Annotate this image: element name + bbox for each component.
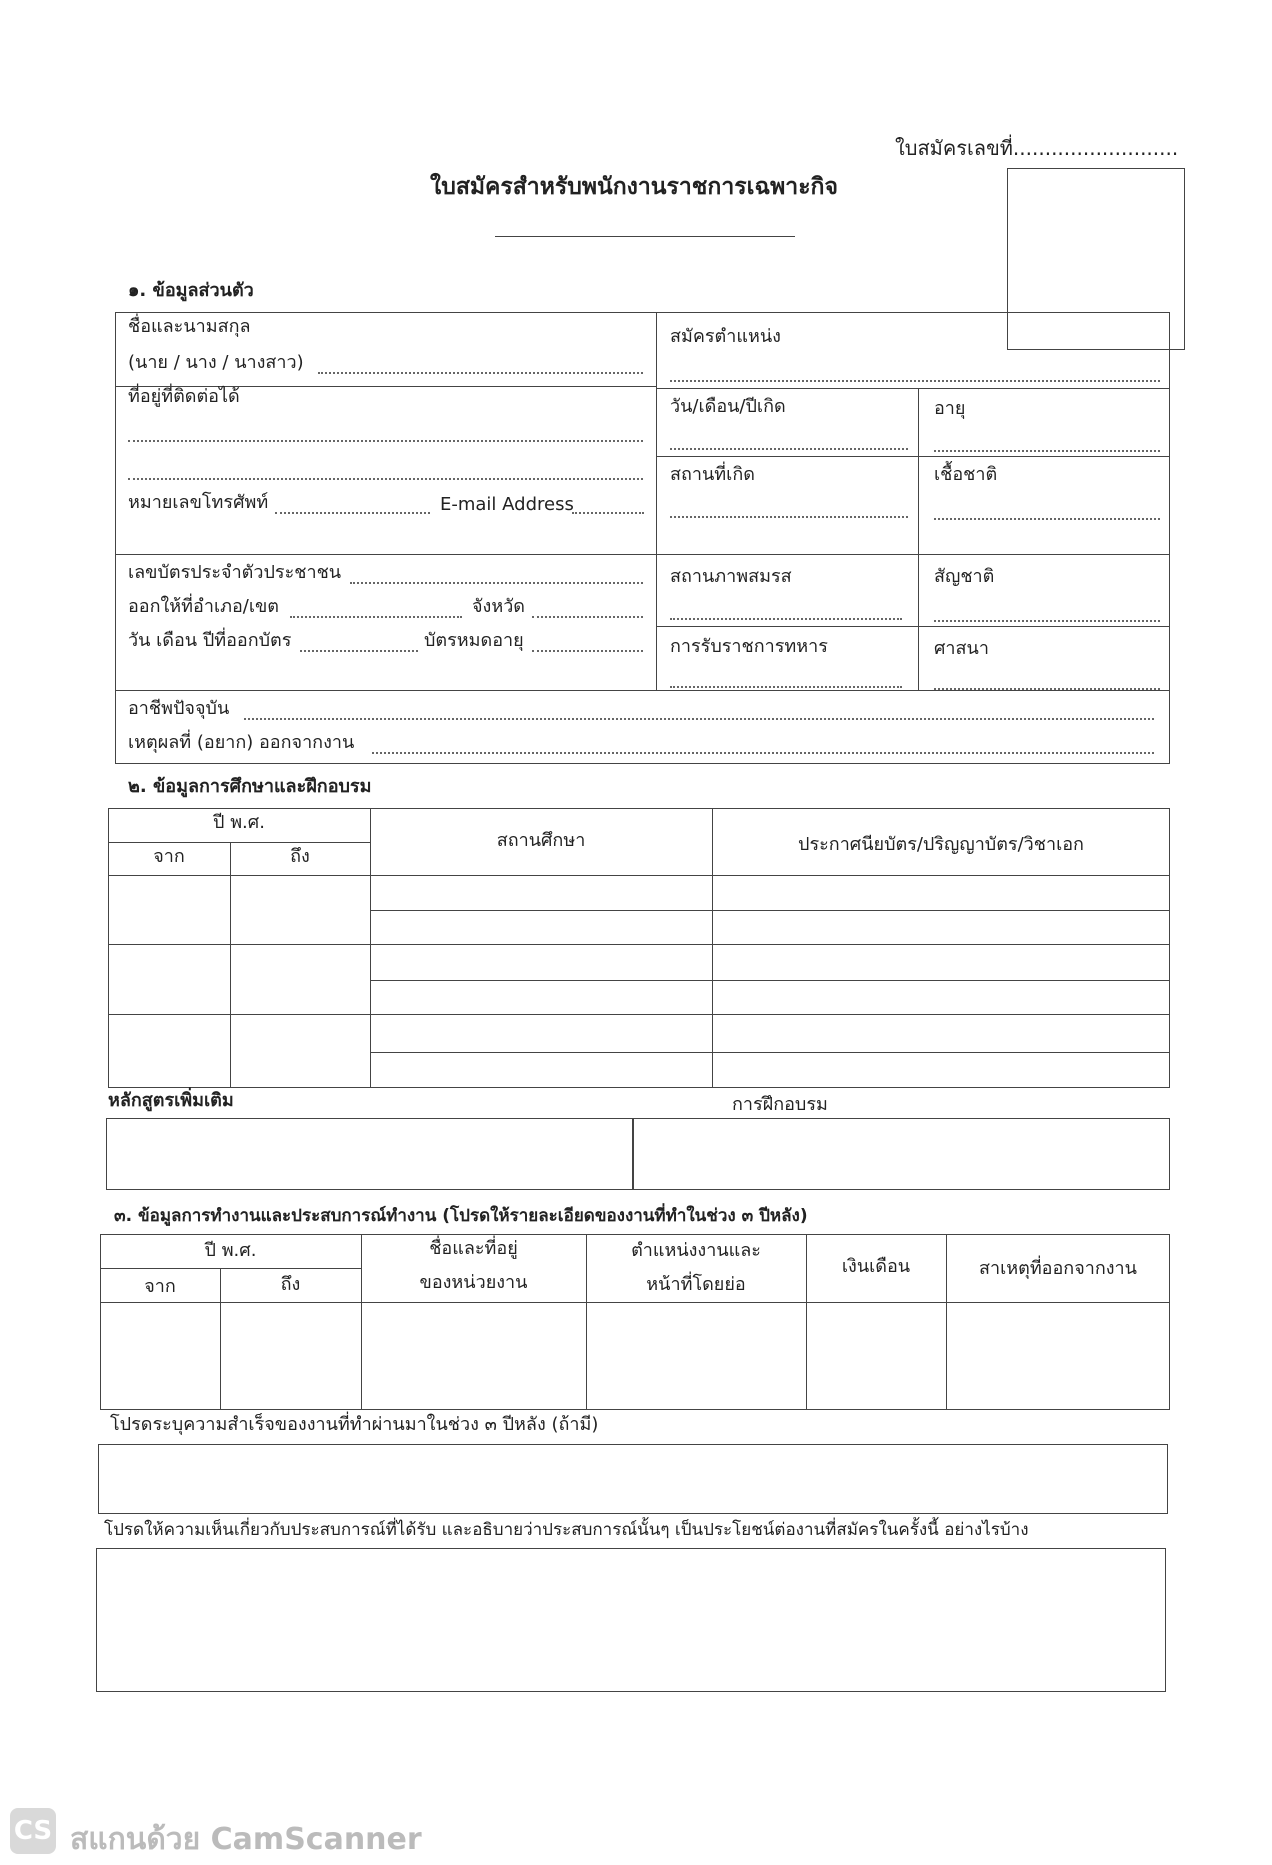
occupation-label: อาชีพปัจจุบัน [128,698,230,719]
achievement-prompt: โปรดระบุความสำเร็จของงานที่ทำผ่านมาในช่วง ๓ ปีหลัง (ถ้ามี) [110,1414,599,1435]
training-label: การฝึกอบรม [732,1094,828,1115]
application-number: ใบสมัครเลขที่.......................... [895,136,1179,160]
divider [115,554,1170,555]
divider [108,944,1170,945]
marital-field[interactable] [670,618,902,620]
edu-from-header: จาก [153,846,185,867]
email-label: E-mail Address [440,494,574,515]
divider [361,1234,362,1410]
id-card-label: เลขบัตรประจำตัวประชาชน [128,562,342,583]
extra-courses-label: หลักสูตรเพิ่มเติม [108,1090,234,1111]
reason-field[interactable] [372,752,1154,754]
marital-label: สถานภาพสมรส [670,566,792,587]
edu-to-header: ถึง [290,846,310,867]
divider [656,388,1170,389]
position-header-line1: ตำแหน่งงานและ [631,1240,761,1261]
address-field-1[interactable] [128,440,643,442]
title-underline [495,236,795,237]
divider [100,1268,361,1269]
divider [656,456,1170,457]
expiry-label: บัตรหมดอายุ [424,630,524,651]
title-options-label: (นาย / นาง / นางสาว) [128,352,304,373]
dob-field[interactable] [670,448,908,450]
extra-courses-field[interactable] [106,1118,634,1190]
name-label: ชื่อและนามสกุล [128,316,251,337]
age-field[interactable] [934,450,1160,452]
divider [370,1052,1170,1053]
nationality-field[interactable] [934,620,1160,622]
address-field-2[interactable] [128,478,643,480]
occupation-field[interactable] [244,718,1154,720]
name-field[interactable] [318,372,643,374]
section3-heading: ๓. ข้อมูลการทำงานและประสบการณ์ทำงาน (โปรดให้รายละเอียดของงานที่ทำในช่วง ๓ ปีหลัง) [114,1206,808,1226]
achievement-field[interactable] [98,1444,1168,1514]
race-label: เชื้อชาติ [934,464,998,485]
divider [656,312,657,690]
divider [370,980,1170,981]
religion-label: ศาสนา [934,638,989,659]
work-to-header: ถึง [280,1274,301,1295]
divider [108,842,370,843]
issued-at-field[interactable] [290,616,462,618]
religion-field[interactable] [934,688,1160,690]
dob-label: วัน/เดือน/ปีเกิด [670,396,786,417]
issue-date-field[interactable] [300,650,418,652]
military-field[interactable] [670,686,902,688]
position-field[interactable] [670,380,1160,382]
birthplace-field[interactable] [670,516,908,518]
nationality-label: สัญชาติ [934,566,995,587]
position-header-line2: หน้าที่โดยย่อ [646,1274,746,1295]
opinion-prompt: โปรดให้ความเห็นเกี่ยวกับประสบการณ์ที่ได้รับ และอธิบายว่าประสบการณ์นั้นๆ เป็นประโยชน์ต่องานที่สมัครในครั้งนี้ อย่างไรบ้าง [104,1520,1029,1540]
phone-field[interactable] [275,512,430,514]
expiry-field[interactable] [532,650,643,652]
divider [108,1014,1170,1015]
divider [115,690,1170,691]
province-field[interactable] [532,616,643,618]
work-year-header: ปี พ.ศ. [204,1240,257,1261]
divider [100,1302,1170,1303]
camscanner-logo: CS [10,1808,56,1854]
salary-header: เงินเดือน [841,1256,911,1277]
military-label: การรับราชการทหาร [670,636,828,657]
leave-reason-header: สาเหตุที่ออกจากงาน [979,1258,1137,1279]
reason-label: เหตุผลที่ (อยาก) ออกจากงาน [128,732,355,753]
org-header-line2: ของหน่วยงาน [419,1272,528,1293]
org-header-line1: ชื่อและที่อยู่ [429,1238,518,1259]
email-field[interactable] [572,512,644,514]
province-label: จังหวัด [472,596,525,617]
issue-date-label: วัน เดือน ปีที่ออกบัตร [128,630,292,651]
section2-heading: ๒. ข้อมูลการศึกษาและฝึกอบรม [128,776,372,797]
race-field[interactable] [934,518,1160,520]
divider [370,808,371,1088]
institution-header: สถานศึกษา [496,830,586,851]
camscanner-watermark: สแกนด้วย CamScanner [70,1822,422,1857]
training-field[interactable] [632,1118,1170,1190]
divider [230,842,231,1088]
divider [656,626,1170,627]
position-label: สมัครตำแหน่ง [670,326,781,347]
issued-at-label: ออกให้ที่อำเภอ/เขต [128,596,279,617]
address-label: ที่อยู่ที่ติดต่อได้ [128,386,240,407]
divider [108,875,1170,876]
divider [370,910,1170,911]
opinion-field[interactable] [96,1548,1166,1692]
id-card-field[interactable] [350,582,643,584]
section1-heading: ๑. ข้อมูลส่วนตัว [128,280,254,301]
birthplace-label: สถานที่เกิด [670,464,755,485]
work-from-header: จาก [144,1276,176,1297]
divider [586,1234,587,1410]
form-title: ใบสมัครสำหรับพนักงานราชการเฉพาะกิจ [430,174,838,200]
edu-year-header: ปี พ.ศ. [213,812,265,833]
age-label: อายุ [934,398,966,419]
phone-label: หมายเลขโทรศัพท์ [128,492,269,513]
certificate-header: ประกาศนียบัตร/ปริญญาบัตร/วิชาเอก [798,834,1084,855]
divider [918,388,919,690]
